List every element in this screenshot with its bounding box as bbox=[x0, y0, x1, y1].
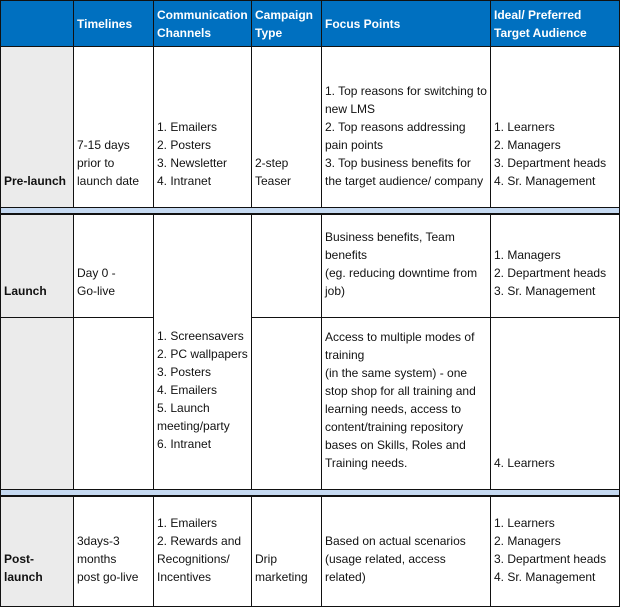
launch2-timeline bbox=[74, 318, 153, 489]
row-separator bbox=[1, 208, 619, 213]
postlaunch-channels: 1. Emailers 2. Rewards and Recognitions/ Incentives bbox=[154, 497, 251, 606]
postlaunch-focus: Based on actual scenarios (usage related, access related) bbox=[322, 497, 490, 606]
header-focus-points: Focus Points bbox=[322, 1, 490, 46]
launch-focus: Business benefits, Team benefits (eg. reducing downtime from job) bbox=[322, 215, 490, 317]
launch2-audience: 4. Learners bbox=[491, 318, 619, 489]
header-blank bbox=[1, 1, 73, 46]
row-label-launch-cont bbox=[1, 318, 73, 489]
header-audience: Ideal/ Preferred Target Audience bbox=[491, 1, 619, 46]
postlaunch-campaign: Drip marketing bbox=[252, 497, 321, 606]
launch-channels: 1. Screensavers 2. PC wallpapers 3. Posters 4. Emailers 5. Launch meeting/party 6. Intranet bbox=[154, 215, 251, 489]
header-timelines: Timelines bbox=[74, 1, 153, 46]
launch-campaign bbox=[252, 215, 321, 317]
postlaunch-timeline: 3days-3 months post go-live bbox=[74, 497, 153, 606]
prelaunch-focus: 1. Top reasons for switching to new LMS 2. Top reasons addressing pain points 3. Top business benefits for the target audience/ company bbox=[322, 47, 490, 207]
header-campaign-type: Campaign Type bbox=[252, 1, 321, 46]
prelaunch-channels: 1. Emailers 2. Posters 3. Newsletter 4. Intranet bbox=[154, 47, 251, 207]
row-separator bbox=[1, 490, 619, 495]
postlaunch-audience: 1. Learners 2. Managers 3. Department heads 4. Sr. Management bbox=[491, 497, 619, 606]
header-channels: Communication Channels bbox=[154, 1, 251, 46]
row-label-postlaunch: Post-launch bbox=[1, 497, 73, 606]
prelaunch-audience: 1. Learners 2. Managers 3. Department heads 4. Sr. Management bbox=[491, 47, 619, 207]
prelaunch-timeline: 7-15 days prior to launch date bbox=[74, 47, 153, 207]
row-label-launch: Launch bbox=[1, 215, 73, 317]
row-label-prelaunch: Pre-launch bbox=[1, 47, 73, 207]
launch2-focus: Access to multiple modes of training (in the same system) - one stop shop for all training and learning needs, access to content/training repository bases on Skills, Roles and Training needs. bbox=[322, 318, 490, 489]
prelaunch-campaign: 2-step Teaser bbox=[252, 47, 321, 207]
launch-timeline: Day 0 - Go-live bbox=[74, 215, 153, 317]
launch2-campaign bbox=[252, 318, 321, 489]
launch-audience: 1. Managers 2. Department heads 3. Sr. Management bbox=[491, 215, 619, 317]
